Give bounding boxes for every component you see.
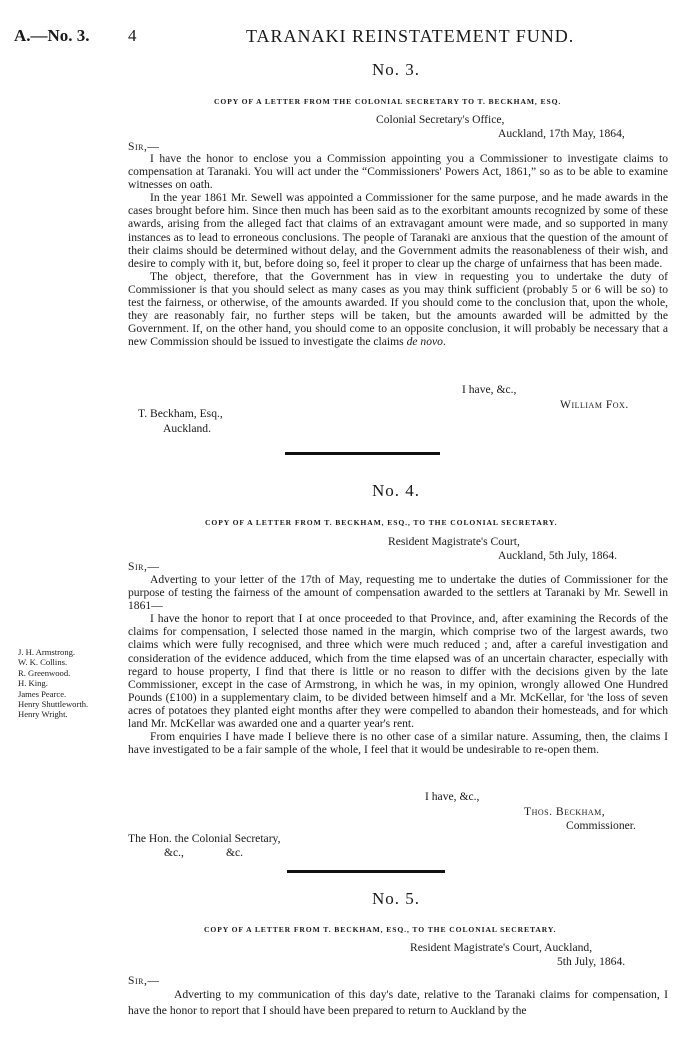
margin-name: R. Greenwood. (18, 667, 71, 678)
letter-3-paragraph-2: In the year 1861 Mr. Sewell was appointed a Commissioner for the same purpose, and he made awards in the cases brought before him. Since then much has been said as to the exorbitant amounts recognized by some of these awards, arising from the alleged fact that claims of an extravagant amount were made, and so supported in many instances as to lead to erroneous conclusions. The people of Taranaki are anxious that the question of the amount of their claims should be determined without delay, and the Government admits the reasonableness of their wish, and desire to comply with it, but, before doing so, feel it proper to clear up the charge of unfairness that has been made. (128, 191, 668, 270)
margin-name: Henry Shuttleworth. (18, 699, 89, 710)
letter-4-valediction: I have, &c., (425, 790, 480, 803)
letter-3-salutation: Sir,— (128, 140, 160, 153)
margin-name: W. K. Collins. (18, 657, 68, 668)
document-reference: A.—No. 3. (14, 26, 90, 45)
letter-4-caption: COPY OF A LETTER FROM T. BECKHAM, ESQ., TO THE COLONIAL SECRETARY. (205, 518, 558, 527)
letter-4-paragraph-1: Adverting to your letter of the 17th of May, requesting me to undertake the duties of Commissioner for the purpose of testing the fairness of the amount of compensation awarded to the settlers at Taranaki by Mr. Sewell in 1861— (128, 573, 668, 613)
letter-3-caption: COPY OF A LETTER FROM THE COLONIAL SECRETARY TO T. BECKHAM, ESQ. (214, 97, 562, 106)
letter-3-address-line-1: Colonial Secretary's Office, (376, 113, 505, 126)
letter-5-address-line-1: Resident Magistrate's Court, Auckland, (410, 941, 593, 954)
margin-name: James Pearce. (18, 688, 67, 699)
page-number: 4 (128, 26, 137, 45)
letter-4-paragraph-3: From enquiries I have made I believe there is no other case of a similar nature. Assuming, then, the claims I have investigated to be a fair sample of the whole, I feel that it would be undesirable to re-open them. (128, 730, 668, 757)
letter-4-address-line-1: Resident Magistrate's Court, (388, 535, 520, 548)
letter-4-body (128, 573, 668, 756)
letter-4-addressee-etc-1: &c., (164, 846, 184, 859)
letter-5-salutation: Sir,— (128, 974, 160, 987)
section-divider-2 (287, 870, 445, 873)
letter-4-number: No. 4. (372, 481, 421, 500)
margin-name: Henry Wright. (18, 709, 68, 720)
letter-4-paragraph-2: I have the honor to report that I at once proceeded to that Province, and, after examining the Records of the claims for compensation, I selected those named in the margin, which comprise two of the largest awards, two claims which were fully recognised, and three which were much reduced ; and, after a careful investigation and consideration of the evidence adduced, which from the time elapsed was of an uncertain character, especially with regard to house property, I find that there is little or no reason to differ with the decisions given by the late Commissioner, except in the case of Armstrong, in which he was, in my opinion, wrongly allowed One Hundred Pounds (£100) in a supplementary claim, to be divided between himself and a Mr. McKellar, for 'the loss of seven acres of potatoes they planted eight months after they were compelled to abandon their homesteads, and for which land Mr. McKellar was awarded one and a quarter year's rent. (128, 612, 668, 731)
letter-5-number: No. 5. (372, 889, 421, 908)
letter-3-paragraph-1: I have the honor to enclose you a Commission appointing you a Commissioner to investigate claims to compensation at Taranaki. You will act under the “Commissioners' Powers Act, 1861,” so as to be able to examine witnesses on oath. (128, 152, 668, 192)
letter-3-addressee-name: T. Beckham, Esq., (138, 407, 223, 420)
letter-3-number: No. 3. (372, 60, 421, 79)
margin-claimant-list (18, 647, 88, 720)
margin-name: J. H. Armstrong. (18, 647, 76, 657)
section-divider-1 (285, 452, 440, 455)
letter-4-addressee-etc-2: &c. (226, 846, 244, 859)
page-title: TARANAKI REINSTATEMENT FUND. (246, 26, 575, 46)
letter-5-paragraph-1: Adverting to my communication of this day's date, relative to the Taranaki claims for compensation, I have the honor to report that I should have been prepared to return to Auckland by the (128, 988, 668, 1017)
letter-3-body (128, 152, 668, 348)
letter-5-body (128, 987, 668, 1019)
letter-3-paragraph-3 (128, 270, 668, 349)
letter-5-address-line-2: 5th July, 1864. (557, 955, 626, 968)
letter-4-signature: Thos. Beckham, (524, 805, 606, 818)
letter-3-signature: William Fox. (560, 398, 629, 411)
letter-4-address-line-2: Auckland, 5th July, 1864. (498, 549, 618, 562)
letter-3-closing-period: . (442, 335, 446, 349)
letter-4-addressee: The Hon. the Colonial Secretary, (128, 832, 281, 845)
letter-3-address-line-2: Auckland, 17th May, 1864, (498, 127, 625, 140)
letter-3-de-novo: de novo (406, 335, 443, 349)
letter-3-addressee-place: Auckland. (163, 422, 211, 435)
letter-5-caption: COPY OF A LETTER FROM T. BECKHAM, ESQ., TO THE COLONIAL SECRETARY. (204, 925, 557, 934)
letter-4-signature-title: Commissioner. (566, 819, 636, 832)
letter-3-paragraph-3-text: The object, therefore, that the Government has in view in requesting you to undertake the duty of Commissioner is that you should select as many cases as you may think sufficient (probably 5 or 6 will be so) to test the fairness, or otherwise, of the amounts awarded. If you should come to the conclusion that, upon the whole, they are reasonably fair, no further steps will be taken, but the amounts awarded will be admitted by the Government. If, on the other hand, you should come to an opposite conclusion, it will probably be necessary that a new Commission should be issued to investigate the claims (128, 269, 668, 349)
letter-4-salutation: Sir,— (128, 560, 160, 573)
letter-3-valediction: I have, &c., (462, 383, 517, 396)
margin-name: H. King. (18, 678, 48, 689)
